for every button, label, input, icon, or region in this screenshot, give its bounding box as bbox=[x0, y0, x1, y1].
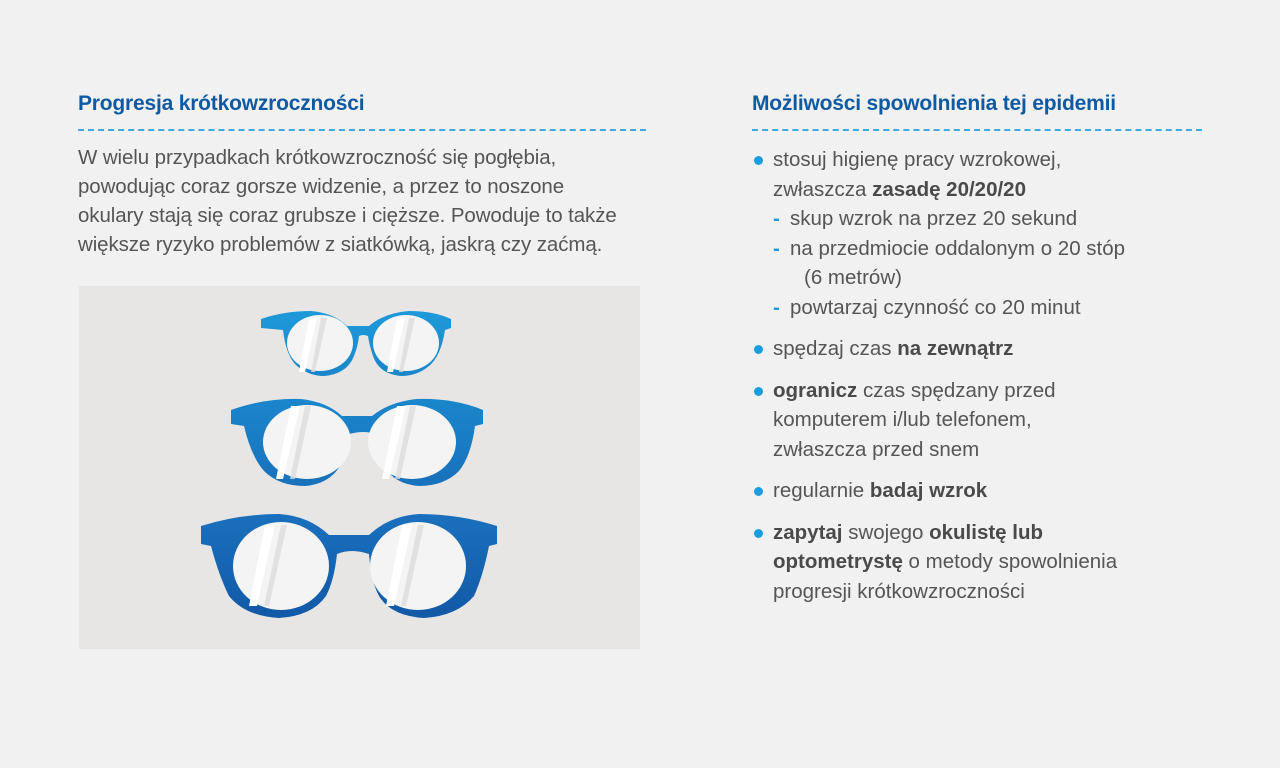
tip-text bbox=[773, 376, 1204, 406]
tip-text: zwłaszcza przed snem bbox=[773, 437, 980, 461]
list-item bbox=[752, 476, 1204, 506]
glasses-illustration bbox=[79, 286, 640, 649]
dashed-divider bbox=[78, 129, 646, 131]
list-item bbox=[752, 145, 1204, 322]
bullet-dot-icon bbox=[754, 387, 763, 396]
tip-bold: zapytaj bbox=[773, 520, 843, 544]
tip-text: stosuj higienę pracy wzrokowej, bbox=[773, 148, 1062, 171]
tip-text bbox=[773, 547, 1204, 577]
tip-bold: ogranicz bbox=[773, 378, 858, 402]
tip-bold: badaj wzrok bbox=[869, 479, 988, 502]
glasses-large-icon bbox=[201, 514, 497, 618]
tip-text bbox=[773, 518, 1204, 548]
right-column bbox=[752, 88, 1204, 618]
tip-plain: spędzaj czas bbox=[773, 337, 898, 360]
sub-text: powtarzaj czynność co 20 minut bbox=[790, 295, 1081, 319]
paragraph-line: powodując coraz gorsze widzenie, a przez to noszone bbox=[78, 175, 565, 198]
tip-bold: zasadę 20/20/20 bbox=[872, 177, 1026, 201]
bullet-dot-icon bbox=[754, 156, 763, 165]
sub-item bbox=[773, 204, 1204, 234]
paragraph-line: większe ryzyko problemów z siatkówką, jaskrą czy zaćmą. bbox=[78, 233, 603, 256]
sub-text: na przedmiocie oddalonym o 20 stóp bbox=[790, 236, 1126, 260]
glasses-small-icon bbox=[261, 311, 451, 376]
tip-text: komputerem i/lub telefonem, bbox=[773, 408, 1032, 431]
tip-plain: swojego bbox=[842, 520, 930, 544]
glasses-medium-icon bbox=[231, 399, 483, 486]
sub-list bbox=[773, 204, 1204, 322]
tip-bold: na zewnątrz bbox=[897, 337, 1014, 360]
list-item bbox=[752, 518, 1204, 607]
list-item bbox=[752, 376, 1204, 465]
dash-icon: - bbox=[773, 295, 780, 319]
dash-icon: - bbox=[773, 236, 780, 260]
progression-paragraph bbox=[78, 143, 648, 259]
dashed-divider bbox=[752, 129, 1202, 131]
tip-plain: o metody spowolnienia bbox=[902, 550, 1118, 573]
sub-item bbox=[773, 234, 1204, 293]
sub-item bbox=[773, 293, 1204, 323]
tip-bold: okulistę lub bbox=[929, 520, 1044, 544]
bullet-dot-icon bbox=[754, 345, 763, 354]
section-heading-progression: Progresja krótkowzroczności bbox=[78, 92, 365, 115]
bullet-dot-icon bbox=[754, 529, 763, 538]
dash-icon: - bbox=[773, 207, 780, 230]
section-heading-slowing: Możliwości spowolnienia tej epidemii bbox=[752, 92, 1116, 115]
tip-plain: zwłaszcza bbox=[773, 177, 873, 201]
tip-plain: regularnie bbox=[773, 479, 870, 502]
paragraph-line: okulary stają się coraz grubsze i cięższe. Powoduje to także bbox=[78, 204, 617, 227]
bullet-dot-icon bbox=[754, 487, 763, 496]
tips-list bbox=[752, 145, 1204, 606]
tip-bold: optometrystę bbox=[773, 550, 903, 573]
tip-text: progresji krótkowzroczności bbox=[773, 579, 1025, 603]
left-column bbox=[78, 88, 648, 259]
paragraph-line: W wielu przypadkach krótkowzroczność się pogłębia, bbox=[78, 146, 557, 169]
sub-text-continued: (6 metrów) bbox=[804, 266, 902, 289]
list-item bbox=[752, 334, 1204, 364]
tip-plain: czas spędzany przed bbox=[857, 378, 1056, 402]
tip-text bbox=[773, 175, 1204, 205]
sub-text: skup wzrok na przez 20 sekund bbox=[790, 207, 1078, 230]
